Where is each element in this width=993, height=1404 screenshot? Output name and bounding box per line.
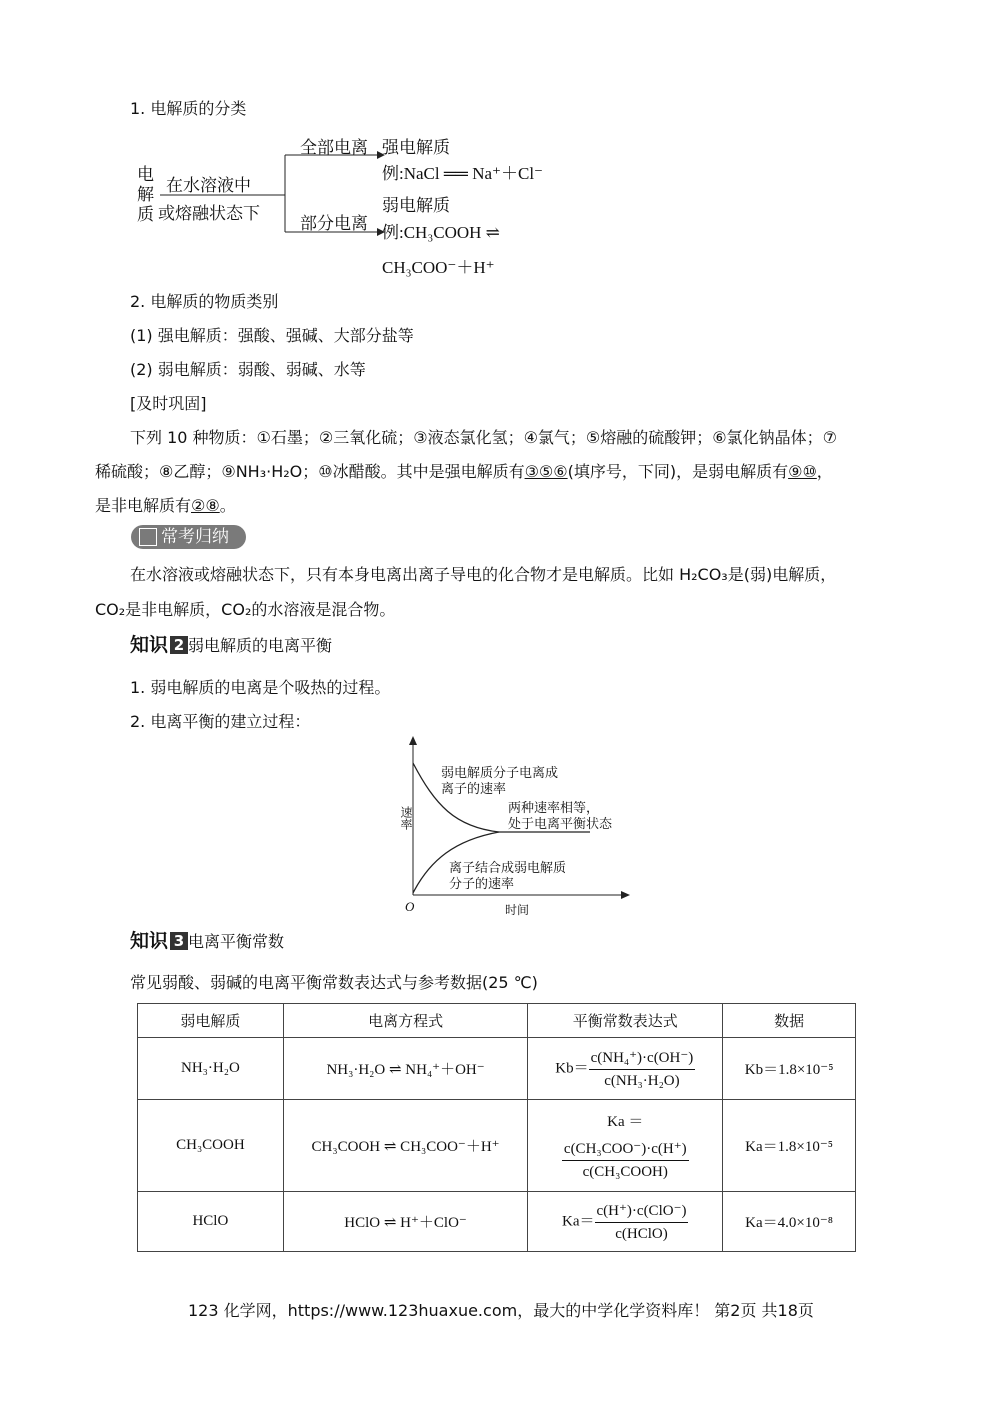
knowledge2-title: 知识 2 弱电解质的电离平衡 [130, 634, 333, 656]
condition-top: 在水溶液中 [166, 176, 251, 196]
summary-line2: CO₂是非电解质，CO₂的水溶液是混合物。 [95, 600, 396, 619]
electrolyte-name: CH₃COOH [138, 1100, 284, 1192]
knowledge3-intro: 常见弱酸、弱碱的电离平衡常数表达式与参考数据(25 ℃) [130, 973, 538, 992]
table-row [138, 1038, 856, 1100]
practice-tag: [及时巩固] [130, 394, 207, 413]
constant-value: Kb＝1.8×10⁻⁵ [723, 1038, 856, 1100]
ionization-constants-table [137, 1003, 856, 1252]
graph-ylabel: 速率 [399, 806, 413, 830]
answer-non-electrolyte: ②⑧ [191, 496, 220, 515]
header-equation: 电离方程式 [283, 1004, 528, 1038]
graph-annotation-recombination: 离子结合成弱电解质 分子的速率 [449, 861, 567, 892]
ionization-equation: NH₃·H₂O ⇌ NH₄⁺＋OH⁻ [283, 1038, 528, 1100]
branch-full-ionization: 全部电离 [300, 138, 368, 158]
graph-annotation-ionization: 弱电解质分子电离成 离子的速率 [441, 766, 559, 797]
summary-line1: 在水溶液或熔融状态下，只有本身电离出离子导电的化合物才是电解质。比如 H₂CO₃是(弱)电解质， [130, 565, 837, 584]
practice-line3: 是非电解质有②⑧。 [95, 496, 236, 515]
knowledge3-title: 知识 3 电离平衡常数 [130, 930, 285, 952]
branch-partial-ionization: 部分电离 [300, 214, 368, 234]
answer-weak: ⑨⑩ [788, 462, 817, 481]
graph-annotation-equilibrium: 两种速率相等， 处于电离平衡状态 [508, 801, 613, 832]
constant-value: Ka＝4.0×10⁻⁸ [723, 1192, 856, 1252]
knowledge2-p1: 1. 弱电解质的电离是个吸热的过程。 [130, 678, 391, 697]
constant-value: Ka＝1.8×10⁻⁵ [723, 1100, 856, 1192]
ionization-equation: HClO ⇌ H⁺＋ClO⁻ [283, 1192, 528, 1252]
constant-expression: Kb＝ $\frac{\text{c(NH₄⁺)·c(OH⁻)}}{\text{c(NH₃·H₂O)}}$ [528, 1038, 723, 1100]
weak-electrolyte: 弱电解质 [382, 196, 450, 216]
section2-item2: (2) 弱电解质：弱酸、弱碱、水等 [130, 360, 366, 379]
summary-badge: 常考归纳 [131, 525, 246, 549]
constant-expression: Ka＝ $\frac{\text{c(H⁺)·c(ClO⁻)}}{\text{c(HClO)}}$ [528, 1192, 723, 1252]
table-header-row [138, 1004, 856, 1038]
weak-example: 例:CH₃COOH ⇌ [382, 223, 500, 242]
condition-bottom: 或熔融状态下 [158, 204, 260, 224]
graph-xlabel: 时间 [505, 903, 530, 917]
header-expression: 平衡常数表达式 [528, 1004, 723, 1038]
knowledge2-p2: 2. 电离平衡的建立过程： [130, 712, 311, 731]
section1-heading: 1. 电解质的分类 [130, 99, 247, 118]
table-row [138, 1192, 856, 1252]
table-row [138, 1100, 856, 1192]
section2-item1: (1) 强电解质：强酸、强碱、大部分盐等 [130, 326, 414, 345]
classification-root: 电 解 质 [137, 165, 154, 225]
page-footer: 123 化学网，https://www.123huaxue.com，最大的中学化学资料库！ 第2页 共18页 [188, 1301, 814, 1320]
weak-example-products: CH₃COO⁻＋H⁺ [382, 258, 495, 277]
practice-line2: 稀硫酸；⑧乙醇；⑨NH₃·H₂O；⑩冰醋酸。其中是强电解质有③⑤⑥(填序号，下同)，是弱电解质有⑨⑩， [95, 462, 833, 481]
strong-example: 例:NaCl ══ Na⁺＋Cl⁻ [382, 164, 544, 183]
chart-icon [139, 528, 157, 546]
ionization-equation: CH₃COOH ⇌ CH₃COO⁻＋H⁺ [283, 1100, 528, 1192]
header-electrolyte: 弱电解质 [138, 1004, 284, 1038]
section2-heading: 2. 电解质的物质类别 [130, 292, 279, 311]
graph-origin: O [405, 899, 415, 914]
constant-expression: Ka ＝ $\frac{\text{c(CH₃COO⁻)·c(H⁺)}}{\text{c(CH₃COOH)}}$ [528, 1100, 723, 1192]
header-data: 数据 [723, 1004, 856, 1038]
electrolyte-name: NH₃·H₂O [138, 1038, 284, 1100]
strong-electrolyte: 强电解质 [382, 138, 450, 158]
electrolyte-name: HClO [138, 1192, 284, 1252]
practice-line1: 下列 10 种物质：①石墨；②三氧化硫；③液态氯化氢；④氯气；⑤熔融的硫酸钾；⑥氯化钠晶体；⑦ [130, 428, 837, 447]
answer-strong: ③⑤⑥ [524, 462, 568, 481]
